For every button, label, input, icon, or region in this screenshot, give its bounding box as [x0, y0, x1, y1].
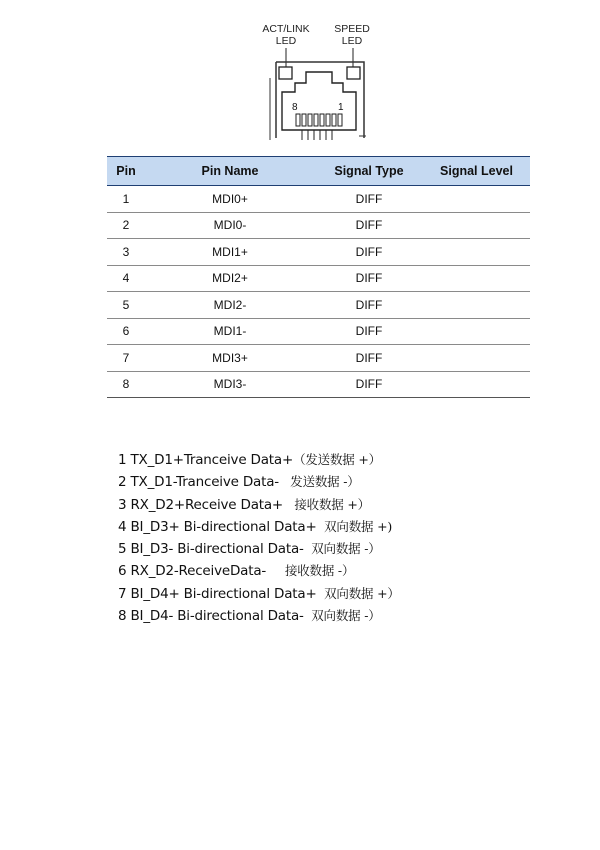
cell-signal-type: DIFF [315, 292, 423, 319]
note-line [118, 560, 558, 582]
cell-pin: 2 [107, 212, 145, 239]
note-en: 7 BI_D4+ Bi-directional Data+ [118, 585, 317, 602]
pin-definition-table [107, 156, 530, 398]
cell-pin-name: MDI2- [145, 292, 315, 319]
cell-signal-level [423, 345, 530, 372]
cell-pin-name: MDI0+ [145, 186, 315, 213]
note-en: 8 BI_D4- Bi-directional Data- [118, 608, 304, 625]
note-cn: 双向数据 +） [316, 585, 400, 601]
cell-signal-type: DIFF [315, 371, 423, 398]
cell-pin-name: MDI0- [145, 212, 315, 239]
table-row [107, 345, 530, 372]
pin-8-label: 8 [292, 102, 298, 113]
cell-signal-level [423, 265, 530, 292]
pin-1-label: 1 [338, 102, 344, 113]
note-cn: 双向数据 +) [316, 518, 393, 534]
note-en: 4 BI_D3+ Bi-directional Data+ [118, 518, 317, 535]
cell-signal-level [423, 371, 530, 398]
cell-signal-type: DIFF [315, 239, 423, 266]
cell-signal-type: DIFF [315, 212, 423, 239]
cell-signal-level [423, 239, 530, 266]
cell-signal-level [423, 186, 530, 213]
cell-pin-name: MDI3+ [145, 345, 315, 372]
cell-pin: 6 [107, 318, 145, 345]
cell-pin-name: MDI1+ [145, 239, 315, 266]
header-pin-name: Pin Name [145, 157, 315, 186]
rj45-connector-diagram [0, 0, 600, 150]
cell-pin: 8 [107, 371, 145, 398]
pin-tails [302, 130, 332, 140]
table-row [107, 239, 530, 266]
jack-socket-opening [282, 72, 356, 130]
note-en: 1 TX_D1+Tranceive Data+ [118, 452, 294, 468]
cell-signal-type: DIFF [315, 186, 423, 213]
note-cn: 双向数据 -） [303, 608, 381, 624]
note-line [118, 538, 558, 560]
cell-signal-level [423, 318, 530, 345]
header-pin: Pin [107, 157, 145, 186]
act-link-led [279, 67, 292, 79]
table-row [107, 212, 530, 239]
pin-description-notes [118, 449, 558, 627]
cell-signal-type: DIFF [315, 318, 423, 345]
table-row [107, 371, 530, 398]
note-en: 6 RX_D2-ReceiveData- [118, 563, 267, 580]
note-cn: 接收数据 +） [283, 496, 370, 512]
cell-signal-type: DIFF [315, 345, 423, 372]
cell-pin-name: MDI2+ [145, 265, 315, 292]
note-line [118, 605, 558, 627]
cell-pin: 3 [107, 239, 145, 266]
cell-pin: 5 [107, 292, 145, 319]
note-line [118, 494, 558, 516]
note-en: 5 BI_D3- Bi-directional Data- [118, 541, 304, 558]
cell-pin: 1 [107, 186, 145, 213]
speed-led-label-line2: LED [341, 35, 363, 47]
speed-led [347, 67, 360, 79]
cell-pin: 7 [107, 345, 145, 372]
act-link-led-label-line2: LED [275, 35, 297, 47]
note-line [118, 516, 558, 538]
table-header-row [107, 157, 530, 186]
cell-pin-name: MDI1- [145, 318, 315, 345]
table-row [107, 292, 530, 319]
note-line [118, 449, 558, 471]
table-row [107, 186, 530, 213]
note-cn: 双向数据 -） [303, 541, 381, 557]
cell-signal-level [423, 212, 530, 239]
note-line [118, 471, 558, 493]
table-row [107, 265, 530, 292]
note-cn: 发送数据 -） [278, 474, 360, 490]
cell-pin-name: MDI3- [145, 371, 315, 398]
cell-signal-level [423, 292, 530, 319]
note-en: 2 TX_D1-Tranceive Data- [118, 474, 279, 491]
rj45-jack-drawing [0, 0, 600, 150]
cell-signal-type: DIFF [315, 265, 423, 292]
cell-pin: 4 [107, 265, 145, 292]
speed-led-label-line1: SPEED [334, 23, 370, 35]
note-cn: （发送数据 +） [293, 452, 381, 467]
act-link-led-label-line1: ACT/LINK [262, 23, 310, 35]
note-en: 3 RX_D2+Receive Data+ [118, 496, 284, 513]
table-row [107, 318, 530, 345]
header-signal-type: Signal Type [315, 157, 423, 186]
note-cn: 接收数据 -） [266, 563, 355, 579]
note-line [118, 583, 558, 605]
header-signal-level: Signal Level [423, 157, 530, 186]
